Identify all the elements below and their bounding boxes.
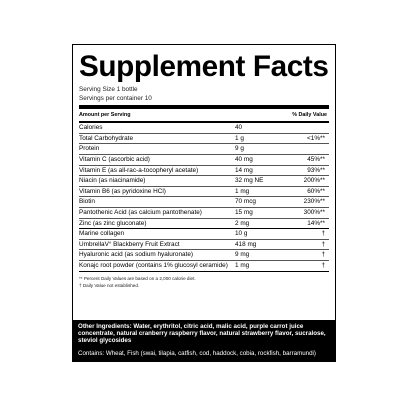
row-amount: 70 mcg — [235, 198, 256, 206]
table-row — [79, 261, 329, 272]
row-amount: 1 mg — [235, 187, 250, 195]
row-daily-value: 300%** — [303, 208, 325, 216]
table-row — [79, 123, 329, 134]
row-daily-value: 60%** — [307, 187, 325, 195]
row-name: UmbrellaV° Blackberry Fruit Extract — [79, 240, 180, 248]
row-amount: 40 — [235, 124, 243, 132]
row-amount: 1 g — [235, 134, 244, 142]
row-amount: 40 mg — [235, 155, 253, 163]
table-row — [79, 134, 329, 145]
ingredient-table — [79, 229, 329, 271]
table-row — [79, 166, 329, 177]
row-daily-value: † — [321, 261, 325, 269]
row-daily-value: 230%** — [303, 198, 325, 206]
column-header — [79, 109, 329, 121]
nutrient-table — [79, 123, 329, 229]
row-name: Hyaluronic acid (as sodium hyaluronate) — [79, 251, 194, 259]
row-daily-value: † — [321, 251, 325, 259]
table-row — [79, 240, 329, 251]
row-name: Biotin — [79, 198, 95, 206]
footnotes — [79, 275, 329, 289]
table-row — [79, 187, 329, 198]
table-row — [79, 219, 329, 230]
row-name: Vitamin E (as all-rac-a-tocopheryl acetate) — [79, 166, 199, 174]
row-amount: 14 mg — [235, 166, 253, 174]
row-daily-value: 93%** — [307, 166, 325, 174]
table-row — [79, 208, 329, 219]
row-amount: 32 mg NE — [235, 177, 264, 185]
row-name: Pantothenic Acid (as calcium pantothenate) — [79, 208, 202, 216]
row-name: Niacin (as niacinamide) — [79, 177, 146, 185]
supplement-facts-panel — [72, 44, 336, 362]
row-name: Vitamin B6 (as pyridoxine HCl) — [79, 187, 166, 195]
panel-content — [79, 45, 329, 289]
row-name: Total Carbohydrate — [79, 134, 133, 142]
dv-header: % Daily Value — [292, 112, 327, 119]
row-amount: 9 g — [235, 145, 244, 153]
table-row — [79, 250, 329, 261]
row-daily-value: † — [321, 230, 325, 238]
row-daily-value: 14%** — [307, 219, 325, 227]
row-daily-value: † — [321, 240, 325, 248]
row-amount: 2 mg — [235, 219, 250, 227]
row-amount: 10 g — [235, 230, 248, 238]
row-name: Zinc (as zinc gluconate) — [79, 219, 147, 227]
table-row — [79, 144, 329, 155]
row-amount: 9 mg — [235, 251, 250, 259]
row-amount: 418 mg — [235, 240, 257, 248]
table-row — [79, 229, 329, 240]
row-daily-value: <1%** — [307, 134, 325, 142]
serving-size: Serving Size 1 bottle — [79, 86, 138, 93]
table-row — [79, 155, 329, 166]
row-name: Marine collagen — [79, 230, 125, 238]
servings-per-container: Servings per container 10 — [79, 94, 152, 102]
row-name: Protein — [79, 145, 100, 153]
footnote-dv: ** Percent Daily Values are based on a 2,000 calorie diet. — [79, 275, 196, 281]
other-ingredients: Other Ingredients: Water, erythritol, citric acid, malic acid, purple carrot juice concentrate, natural cranberry raspberry flavor, natural strawberry flavor, sucralose, steviol glycosides — [78, 323, 326, 345]
allergen-contains: Contains: Wheat, Fish (swai, tilapia, catfish, cod, haddock, cobia, rockfish, barramundi) — [78, 349, 316, 357]
row-amount: 1 mg — [235, 261, 250, 269]
ingredients-box — [72, 320, 336, 362]
row-name: Konajc root powder (contains 1% glucosyl ceramide) — [79, 261, 228, 269]
row-amount: 15 mg — [235, 208, 253, 216]
row-daily-value: 200%** — [303, 177, 325, 185]
footnote-dagger: † Daily Value not established. — [79, 282, 140, 288]
row-name: Calories — [79, 124, 103, 132]
table-row — [79, 176, 329, 187]
row-daily-value: 45%** — [307, 155, 325, 163]
panel-title: Supplement Facts — [79, 50, 329, 83]
row-name: Vitamin C (ascorbic acid) — [79, 155, 150, 163]
amount-header: Amount per Serving — [79, 112, 131, 119]
table-row — [79, 197, 329, 208]
